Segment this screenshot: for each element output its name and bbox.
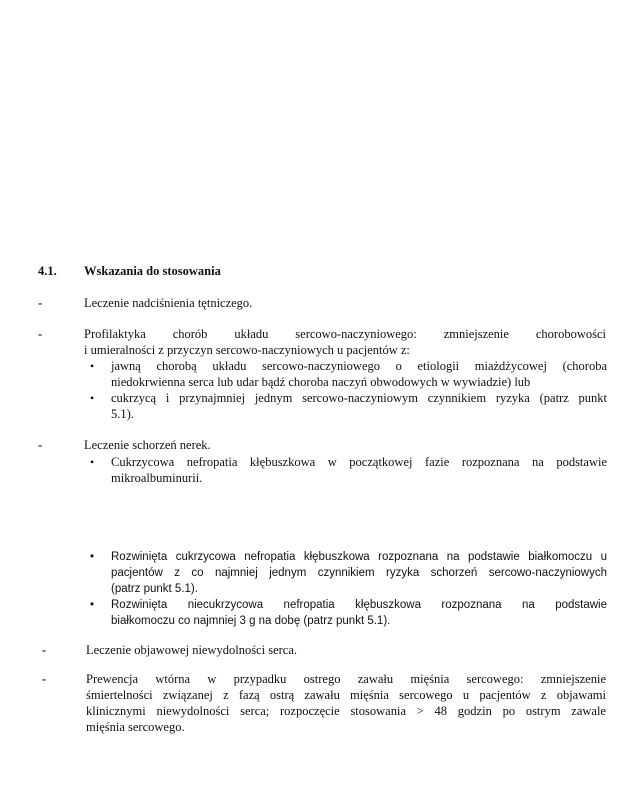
item-dash: -: [38, 296, 43, 310]
item-dash: -: [42, 643, 47, 657]
item-dash: -: [42, 672, 47, 686]
bullet-marker: •: [90, 551, 95, 563]
section-number: 4.1.: [38, 264, 57, 278]
bullet-text-line: Rozwinięta niecukrzycowa nefropatia kłębuszkowa rozpoznana na podstawie: [111, 599, 607, 611]
item-text-line: Prewencja wtórna w przypadku ostrego zawału mięśnia sercowego: zmniejszenie: [86, 672, 606, 686]
bullet-marker: •: [90, 359, 95, 373]
bullet-text-line: cukrzycą i przynajmniej jednym sercowo-naczyniowym czynnikiem ryzyka (patrz punkt: [111, 391, 607, 405]
bullet-marker: •: [90, 391, 95, 405]
bullet-text-line: Rozwinięta cukrzycowa nefropatia kłębuszkowa rozpoznana na podstawie białkomoczu u: [111, 551, 607, 563]
bullet-text-line: jawną chorobą układu sercowo-naczyniowego o etiologii miażdżycowej (choroba: [111, 359, 607, 373]
item-text: Leczenie nadciśnienia tętniczego.: [84, 296, 253, 310]
item-text-line: mięśnia sercowego.: [86, 720, 185, 734]
item-text-line: Profilaktyka chorób układu sercowo-naczyniowego: zmniejszenie chorobowości: [84, 327, 606, 341]
bullet-text-line: Cukrzycowa nefropatia kłębuszkowa w początkowej fazie rozpoznana na podstawie: [111, 455, 607, 469]
bullet-text-line: białkomoczu co najmniej 3 g na dobę (patrz punkt 5.1).: [111, 615, 391, 627]
item-dash: -: [38, 438, 43, 452]
bullet-text-line: mikroalbuminurii.: [111, 471, 203, 485]
bullet-marker: •: [90, 455, 95, 469]
item-text-line: i umieralności z przyczyn sercowo-naczyniowych u pacjentów z:: [84, 343, 410, 357]
section-title: Wskazania do stosowania: [84, 264, 221, 278]
bullet-text-line: 5.1).: [111, 407, 134, 421]
item-text: Leczenie objawowej niewydolności serca.: [86, 643, 298, 657]
item-dash: -: [38, 327, 43, 341]
item-text-line: klinicznymi niewydolności serca; rozpoczęcie stosowania > 48 godzin po ostrym zawale: [86, 704, 606, 718]
bullet-text-line: niedokrwienna serca lub udar bądź choroba naczyń obwodowych w wywiadzie) lub: [111, 375, 531, 389]
bullet-text-line: (patrz punkt 5.1).: [111, 583, 198, 595]
item-text-line: śmiertelności związanej z fazą ostrą zawału mięśnia sercowego u pacjentów z objawami: [86, 688, 606, 702]
bullet-text-line: pacjentów z co najmniej jednym czynnikiem ryzyka schorzeń sercowo-naczyniowych: [111, 567, 607, 579]
item-text: Leczenie schorzeń nerek.: [84, 438, 211, 452]
bullet-marker: •: [90, 599, 95, 611]
